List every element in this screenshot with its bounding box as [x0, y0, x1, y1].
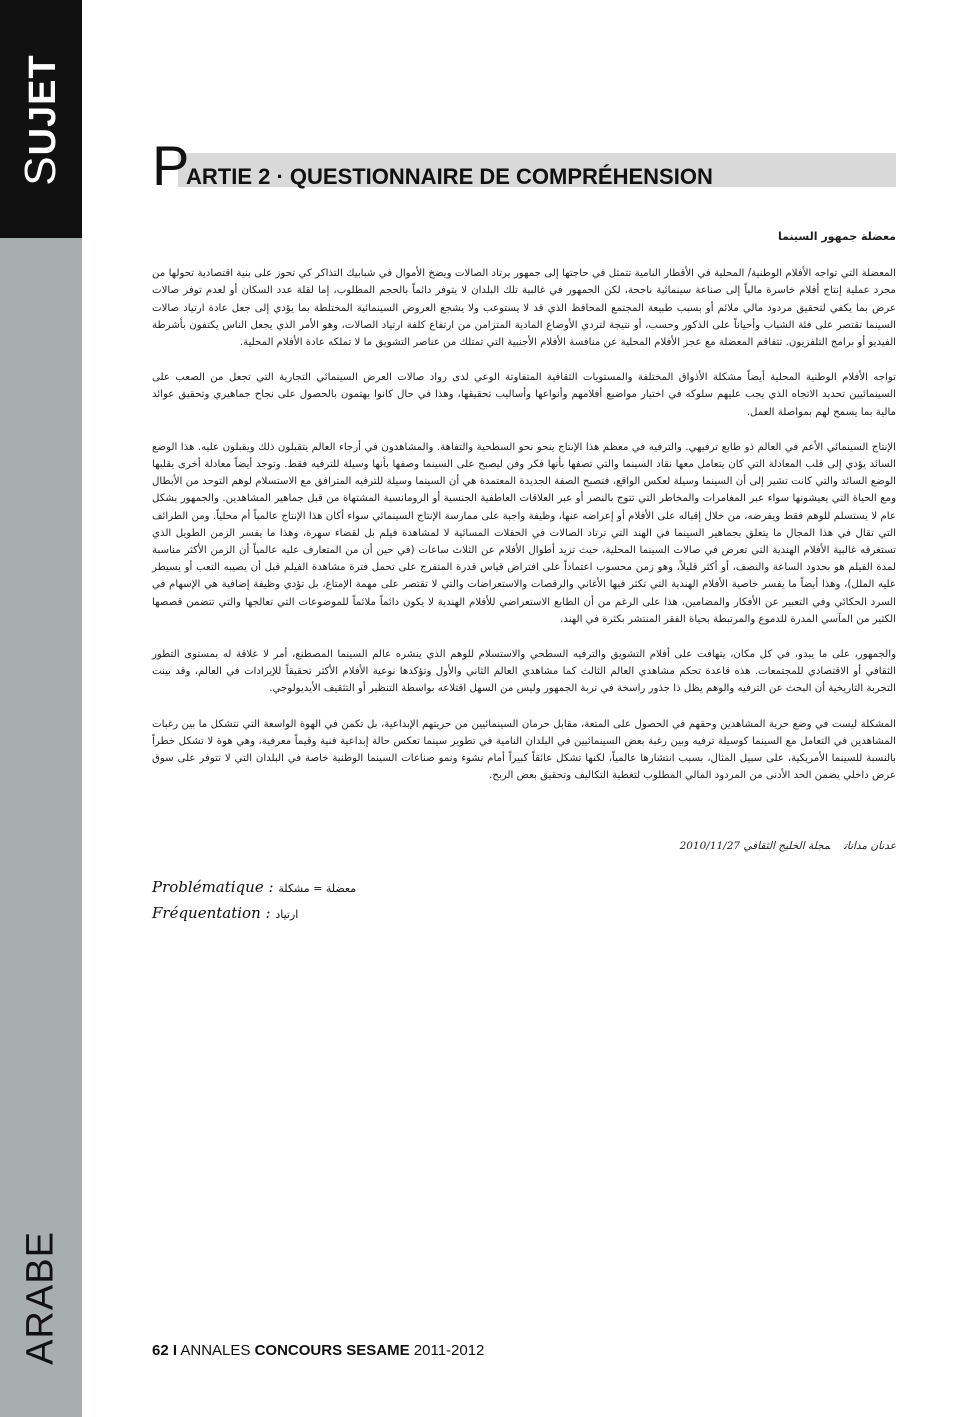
article-paragraph-3: الإنتاج السينمائي الأعم في العالم ذو طابع ترفيهي. والترفيه في معظم هذا الإنتاج ينحو نحو السطحية والتفاهة. والمشاهدون في أرجاء العالم يتقبلون ذلك ويقبلون عليه. هذا الوضع السائد يؤدي إلى قلب المعادلة التي كان يتعامل معها نقاد السينما والتي تصفها بأنها فكر وفن ليصبح على السينما وصفها بأنها وسيلة للترفيه فقط. وتوجد أيضاً معادلة أخرى يقلبها الوضع السائد والتي كانت تشير إلى أن السينما وسيلة لعكس الواقع، فتصبح الصفة الجديدة المعتمدة هي أن السينما وسيلة للترفيه المترافق مع الاستسلام لوهم التوحد من الأبطال ومع الحياة التي يعيشونها سواء عبر المغامرات والمخاطر التي تتوج بالنصر أو عبر العلاقات العاطفية الجنسية أو الرومانسية المشتهاة من قبل جماهير المشاهدين. والجمهور بشكل عام لا يستسلم للوهم فقط ويفرضه، من خلال إقباله على الأفلام أو إعراضه عنها، وظيفة واجبة على ممارسة الإنتاج السينمائي سواء أكان هذا الإنتاج عالمياً أم محلياً. ومن الطرائف التي تقال في هذا المجال ما يتعلق بجماهير السينما في الهند التي ترتاد الصالات في الحفلات المسائية لا لمشاهدة فيلم بل لقضاء سهرة، وهذا ما يفسر الزمن الطويل الذي تستغرقه غالبية الأفلام الهندية التي تعرض في صالات السينما المحلية، حيث تزيد أطوال الأفلام عن الثلاث ساعات (في حين أن من المتعارف عليه عالمياً أن الزمن الأكثر مناسبة لمدة الفيلم هو بحدود الساعة والنصف، أو أكثر قليلاً، وهو زمن محسوب اعتماداً على افتراض قياس قدرة المتفرج على تحمل فترة مشاهدة الفيلم قبل أن يصيبه التعب أو يسيطر عليه الملل)، وهذا أيضاً ما يفسر خاصية الأفلام الهندية التي تكثر فيها الأغاني والرقصات والاستعراضات والتي لا تقتصر على مهمة الإمتاع، بل تؤدي وظيفة إضافية هي الإسهام في السرد الحكائي وفي التعبير عن الأفكار والمضامين، هذا على الرغم من أن الطابع الاستعراضي للأفلام الهندية لا يكون دائماً ملائماً للموضوعات التي تعالجها والتي تتضمن قصصها الكثير من المآسي المدرة للدموع والمرتبطة بحياة الفقر المنتشر بكثرة في الهند. — [152, 441, 896, 625]
glossary-translation: معضلة = مشكلة — [278, 882, 357, 895]
footer-series: CONCOURS SESAME — [254, 1342, 410, 1359]
citation-author: عدنان مدانات — [843, 840, 896, 852]
sidebar-section-block — [0, 0, 82, 238]
glossary-translation: ارتياد — [275, 908, 299, 921]
glossary-term: Fréquentation : — [152, 904, 271, 922]
article-paragraph-2: تواجه الأفلام الوطنية المحلية أيضاً مشكلة الأذواق المختلفة والمستويات الثقافية المتفاوتة الوعي لدى رواد صالات العرض السينمائي التجارية التي تجعل من الصعب على السينمائيين تحديد الاتجاه الذي يجب عليهم سلوكه في اختيار مواضيع أفلامهم وأنواعها وأساليب تحقيقها، وهذا في حال كانوا يهتمون بالحصول على نجاح جماهيري وتحقيق عوائد مالية بما يسمح لهم بمواصلة العمل. — [152, 372, 896, 418]
article-heading: معضلة جمهور السينما — [777, 230, 896, 243]
citation-source: مجلة الخليج الثقافي 2010/11/27 — [679, 840, 830, 852]
language-label: ARABE — [19, 1231, 62, 1365]
glossary-term: Problématique : — [152, 878, 274, 896]
article-paragraph-1: المعضلة التي تواجه الأفلام الوطنية/ المحلية في الأقطار النامية تتمثل في حاجتها إلى جمهور يرتاد الصالات ويضخ الأموال في شبابيك التذاكر كي تحوز على بنية اقتصادية تحولها من مجرد عملية إنتاج أفلام خاسرة مالياً إلى صناعة سينمائية ناجحة، لكن الجمهور في غالبية تلك البلدان لا يتوفر دائماً بالحجم المطلوب، إما لقلة عدد السكان أو لعدم توفر صالات عرض بما يكفي لتحقيق مردود مالي ملائم أو بسبب طبيعة المجتمع المحافظ الذي قد لا يستوعب ولا يشجع العروض السينمائية المختلطة بما يؤدي إلى جعل عادة ارتياد صالات السينما تقتصر على فئة الشباب وأحياناً على الذكور وحسب، أو نتيجة لتردي الأوضاع المادية المتزامن من ارتفاع كلفة ارتياد الصالات، وهو الأمر الذي يجعل الناس يكتفون بأشرطة الفيديو أو برامج التلفزيون. تتفاقم المعضلة مع عجز الأفلام المحلية عن منافسة الأفلام الأجنبية التي تمتلك من عناصر التشويق ما لا تملكه عادة الأفلام المحلية. — [152, 268, 896, 349]
page-footer — [152, 1342, 484, 1359]
glossary-item — [152, 875, 356, 901]
article-paragraph-5: المشكلة ليست في وضع حرية المشاهدين وحقهم في الحصول على المتعة، مقابل حرمان السينمائيين من حريتهم الإبداعية، بل تكمن في الهوة الواسعة التي تتشكل ما بين رغبات المشاهدين في التعامل مع السينما كوسيلة ترفيه وبين رغبة بعض السينمائيين في البلدان النامية في تطوير سينما تعكس حالة إبداعية فنية وقيماً معرفية، وهي هوة لا تشكل خطراً بالنسبة للسينما الأمريكية، على سبيل المثال، بسبب انتشارها عالمياً، لكنها تشكل عائقاً كبيراً أمام نشوء ونمو صناعات السينما الوطنية خاصة في البلدان التي لا تتوفر على سوق عرض داخلي يضمن الحد الأدنى من المردود المالي المطلوب لتغطية التكاليف وتحقيق بعض الربح. — [152, 718, 896, 782]
glossary — [152, 875, 356, 927]
footer-separator: I — [172, 1342, 178, 1359]
glossary-item — [152, 901, 356, 927]
page-title: ARTIE 2 · QUESTIONNAIRE DE COMPRÉHENSION — [186, 164, 713, 189]
footer-years: 2011-2012 — [413, 1342, 485, 1359]
title-initial: P — [152, 134, 190, 197]
footer-publication: ANNALES — [180, 1342, 251, 1359]
section-label: SUJET — [16, 54, 65, 186]
article-paragraph-4: والجمهور، على ما يبدو، في كل مكان، يتهافت على أفلام التشويق والترفيه السطحي والاستسلام للوهم الذي ينشره عالم السينما المصطنع، أمر لا علاقة له بمستوى التطور الثقافي أو الاقتصادي للمجتمعات. هذه قاعدة تحكم مشاهدي العالم الثالث كما مشاهدي العالم الثاني والأول وتؤكدها نوعية الأفلام الأكثر تحقيقاً للإيرادات في العالم، وقد بينت التجربة التاريخية أن البحث عن الترفيه والوهم يظل ذا جذور راسخة في تربة الجمهور وليس من السهل اقتلاعه بواسطة التنظير أو التثقيف الأيديولوجي. — [152, 649, 896, 695]
article-body — [152, 228, 896, 802]
article-citation — [152, 840, 896, 852]
page-number: 62 — [152, 1342, 169, 1359]
